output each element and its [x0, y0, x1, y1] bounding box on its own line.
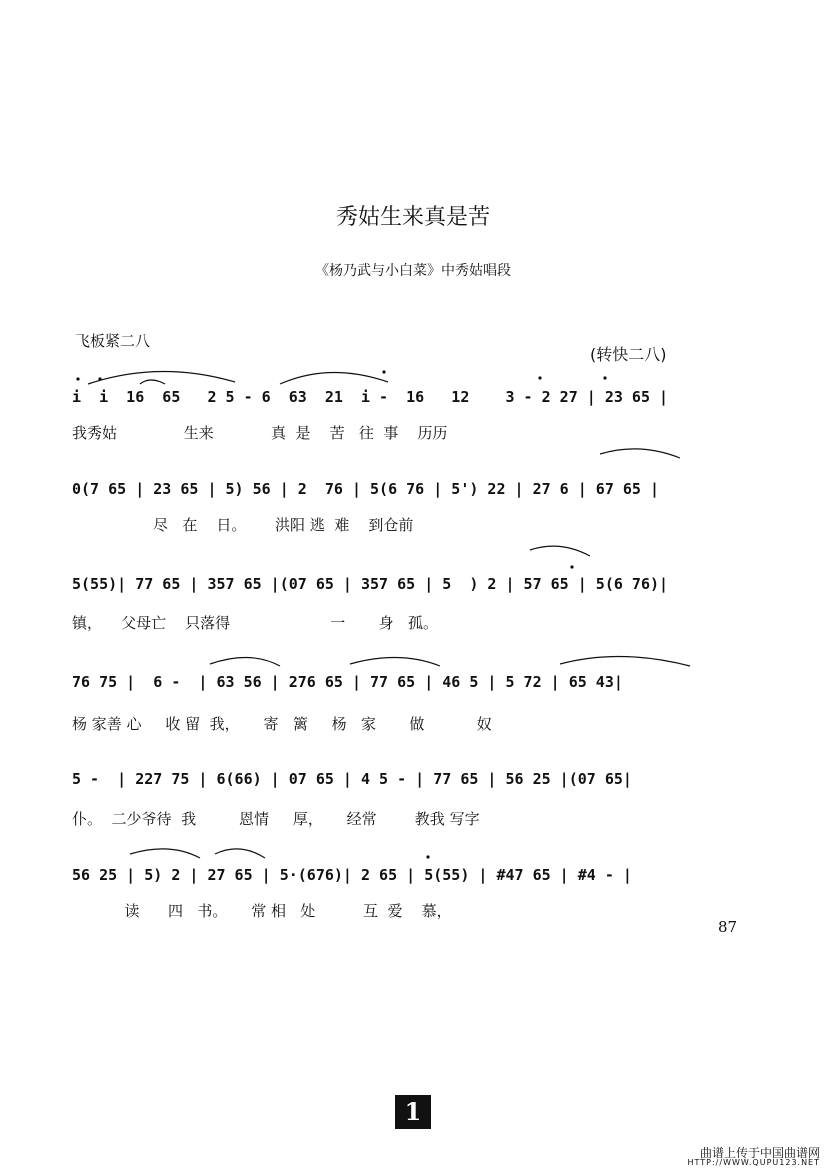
song-title: 秀姑生来真是苦: [335, 205, 490, 230]
song-subtitle: 《杨乃武与小白菜》中秀姑唱段: [315, 263, 511, 279]
watermark-url: HTTP://WWW.QUPU123.NET: [687, 1158, 820, 1167]
lyrics-line-5: 仆。 二少爷待 我 恩情 厚， 经常 教我 写字: [72, 810, 480, 828]
notation-line-4: 76 75 | 6 - | 63 56 | 276 65 | 77 65 | 46 5 | 5 72 | 65 43|: [72, 673, 623, 691]
page-number: 87: [718, 918, 738, 936]
lyrics-line-2: 尽 在 日。 洪阳 逃 难 到仓前: [72, 516, 414, 534]
notation-line-3: 5(55)| 77 65 | 357 65 |(07 65 | 357 65 | 5 ) 2 | 57 65 | 5(6 76)|: [72, 575, 669, 593]
tempo-change-marking: (转快二八): [590, 345, 667, 364]
footer-page-badge: 1: [395, 1095, 431, 1129]
notation-line-2: 0(7 65 | 23 65 | 5) 56 | 2 76 | 5(6 76 | 5') 22 | 27 6 | 67 65 |: [72, 480, 659, 498]
watermark-text: 曲谱上传于中国曲谱网: [699, 1146, 820, 1160]
notation-line-6: 56 25 | 5) 2 | 27 65 | 5·(676)| 2 65 | 5(55) | #47 65 | #4 - |: [72, 866, 632, 884]
lyrics-line-4: 杨 家善 心 收 留 我， 寄 篱 杨 家 做 奴: [72, 715, 492, 733]
notation-line-5: 5 - | 227 75 | 6(66) | 07 65 | 4 5 - | 77 65 | 56 25 |(07 65|: [72, 770, 632, 788]
notation-line-1: i i 16 65 2 5 - 6 63 21 i - 16 12 3 - 2 27 | 23 65 |: [72, 388, 669, 406]
lyrics-line-1: 我秀姑 生来 真 是 苦 往 事 历历: [72, 424, 448, 442]
lyrics-line-6: 读 四 书。 常 相 处 互 爱 慕，: [72, 902, 452, 920]
lyrics-line-3: 镇， 父母亡 只落得 一 身 孤。: [72, 614, 438, 632]
tempo-marking: 飞板紧二八: [75, 332, 151, 350]
